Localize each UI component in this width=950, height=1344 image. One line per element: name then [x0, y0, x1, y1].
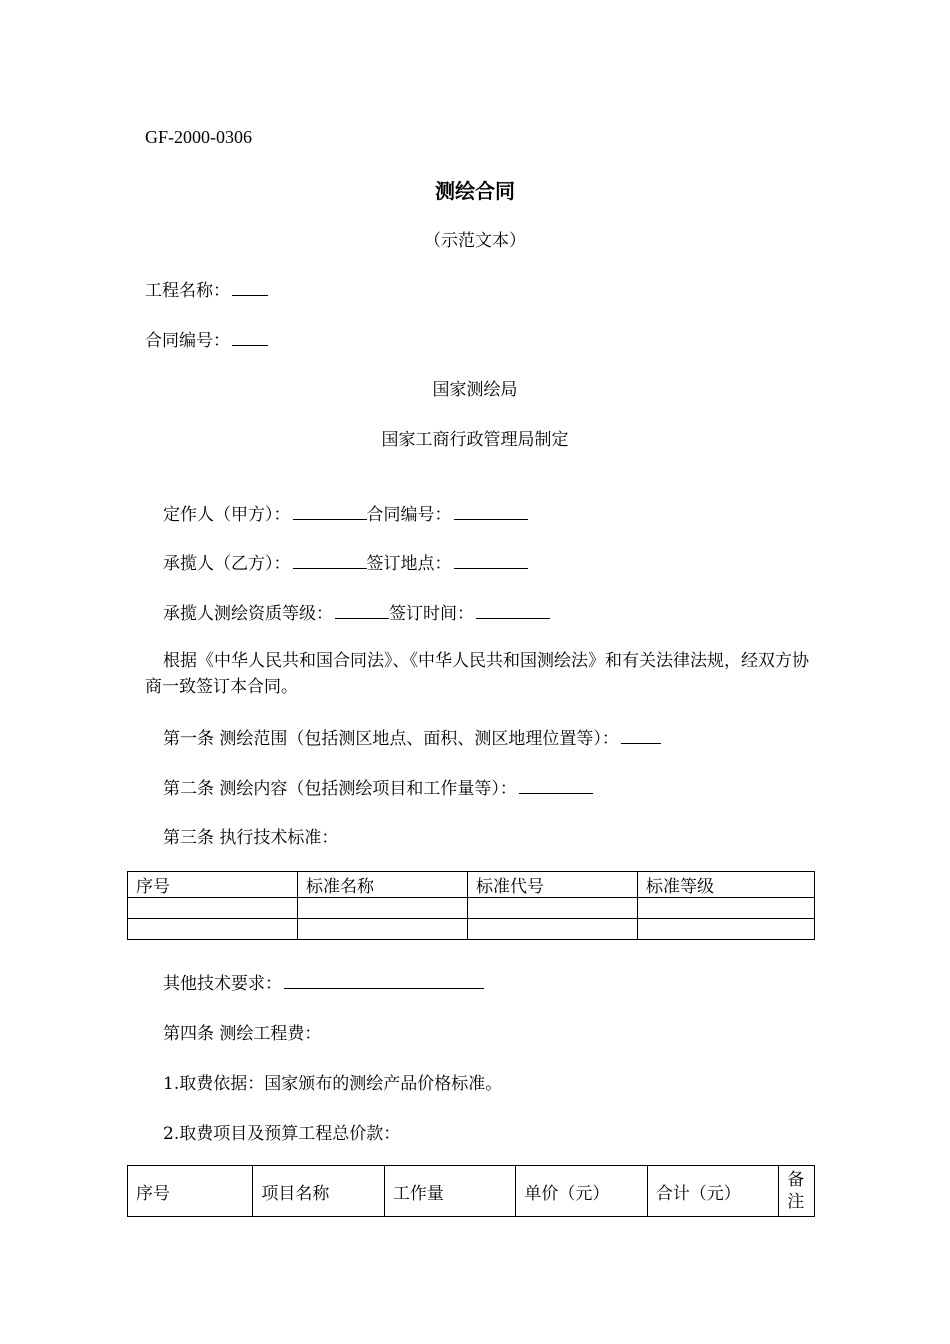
- table-row: [128, 919, 815, 940]
- party-a-line: [163, 500, 528, 525]
- article-2-text: 第二条 测绘内容（包括测绘项目和工作量等）：: [163, 779, 517, 799]
- table-header-cell: 项目名称: [253, 1166, 384, 1217]
- fee-items-text: 2.取费项目及预算工程总价款：: [163, 1124, 401, 1144]
- table-cell: [638, 898, 815, 919]
- table-cell: [298, 919, 468, 940]
- table-header-cell: 序号: [128, 872, 298, 898]
- other-requirements-blank: [284, 972, 484, 989]
- preamble-paragraph: 根据《中华人民共和国合同法》、《中华人民共和国测绘法》和有关法律法规，经双方协商一致签订本合同。: [145, 651, 809, 697]
- project-name-line: [145, 276, 268, 301]
- table-row: [128, 898, 815, 919]
- table-header-cell: 备注: [779, 1166, 815, 1217]
- table-header-cell: 合计（元）: [647, 1166, 778, 1217]
- issuer-1: 国家测绘局: [432, 380, 518, 400]
- document-code: GF-2000-0306: [145, 127, 252, 147]
- contract-no-label-2: 合同编号：: [366, 505, 452, 525]
- other-requirements-line: [163, 969, 484, 994]
- sign-time-blank: [476, 602, 550, 619]
- table-header-cell: 单价（元）: [516, 1166, 647, 1217]
- contract-no-label: 合同编号：: [145, 331, 230, 351]
- table-header-row: [128, 872, 815, 898]
- project-name-label: 工程名称：: [145, 281, 230, 301]
- article-1-line: [163, 724, 661, 749]
- table-cell: [128, 919, 298, 940]
- document-subtitle: （示范文本）: [424, 231, 526, 251]
- article-4-text: 第四条 测绘工程费：: [163, 1024, 322, 1044]
- contract-no-blank-2: [454, 503, 528, 520]
- party-b-line: [163, 549, 528, 574]
- table-header-cell: 标准等级: [638, 872, 815, 898]
- fee-basis-text: 1.取费依据：国家颁布的测绘产品价格标准。: [163, 1074, 503, 1094]
- party-a-label: 定作人（甲方）：: [163, 505, 291, 525]
- party-b-label: 承揽人（乙方）：: [163, 554, 291, 574]
- qualification-line: [163, 599, 550, 624]
- document-title: 测绘合同: [435, 179, 515, 203]
- table-cell: [468, 898, 638, 919]
- table-header-cell: 标准名称: [298, 872, 468, 898]
- table-header-cell: 序号: [128, 1166, 253, 1217]
- fee-table: [127, 1165, 815, 1217]
- sign-time-label: 签订时间：: [389, 604, 474, 624]
- table-header-cell: 标准代号: [468, 872, 638, 898]
- party-b-blank: [293, 552, 367, 569]
- article-3-text: 第三条 执行技术标准：: [163, 828, 339, 848]
- issuer-2: 国家工商行政管理局制定: [381, 430, 569, 450]
- sign-place-label: 签订地点：: [366, 554, 452, 574]
- table-header-cell: 工作量: [384, 1166, 515, 1217]
- standards-table: [127, 871, 815, 940]
- table-cell: [638, 919, 815, 940]
- table-header-row: [128, 1166, 815, 1217]
- sign-place-blank: [454, 552, 528, 569]
- article-1-text: 第一条 测绘范围（包括测区地点、面积、测区地理位置等）：: [163, 729, 619, 749]
- article-1-blank: [621, 727, 661, 744]
- contract-no-line: [145, 326, 268, 351]
- party-a-blank: [293, 503, 367, 520]
- qualification-blank: [335, 602, 389, 619]
- contract-no-blank: [232, 329, 268, 346]
- article-2-line: [163, 774, 593, 799]
- qualification-label: 承揽人测绘资质等级：: [163, 604, 333, 624]
- other-requirements-label: 其他技术要求：: [163, 974, 282, 994]
- article-2-blank: [519, 777, 593, 794]
- table-cell: [468, 919, 638, 940]
- table-cell: [298, 898, 468, 919]
- table-cell: [128, 898, 298, 919]
- project-name-blank: [232, 279, 268, 296]
